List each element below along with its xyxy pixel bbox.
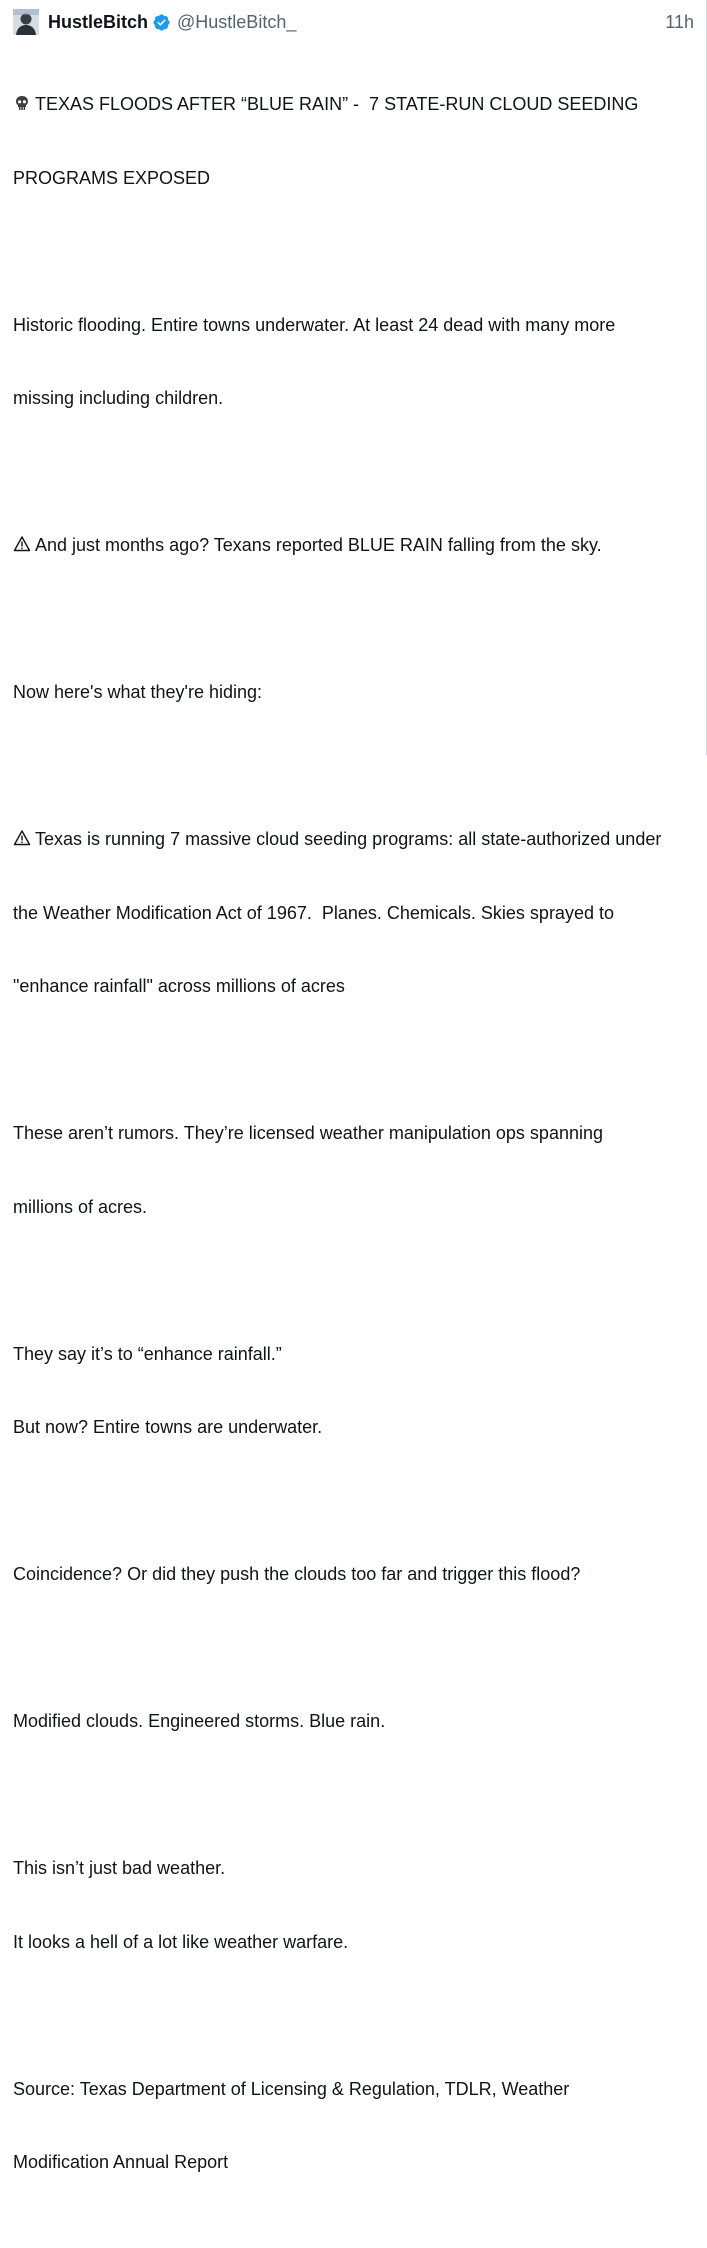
timestamp[interactable]: 11h — [665, 12, 694, 32]
paragraph-3 — [13, 631, 698, 754]
text-line: "enhance rainfall" across millions of acres — [13, 976, 345, 996]
tweet-header — [13, 8, 694, 36]
paragraph-7 — [13, 1513, 698, 1636]
paragraph-4 — [13, 778, 698, 1048]
text-line: missing including children. — [13, 388, 224, 408]
headline-line-2: PROGRAMS EXPOSED — [13, 167, 211, 188]
paragraph-9 — [13, 1807, 698, 2003]
paragraph-1 — [13, 264, 698, 460]
headline — [13, 43, 698, 239]
text-content: Texas is running 7 massive cloud seeding programs: all state-authorized under — [35, 829, 662, 849]
text-line: Coincidence? Or did they push the clouds too far and trigger this flood? — [13, 1564, 581, 1584]
headline-text-1: TEXAS FLOODS AFTER “BLUE RAIN” - 7 STATE-RUN CLOUD SEEDING — [35, 94, 639, 114]
text-line: Now here's what they're hiding: — [13, 682, 263, 702]
text-line: These aren’t rumors. They’re licensed weather manipulation ops spanning — [13, 1123, 603, 1143]
text-line: They say it’s to “enhance rainfall.” — [13, 1343, 282, 1364]
text-line — [13, 827, 698, 852]
skull-icon — [13, 94, 31, 112]
handle[interactable]: @HustleBitch_ — [177, 12, 297, 32]
paragraph-6 — [13, 1293, 698, 1489]
text-line: millions of acres. — [13, 1196, 148, 1217]
text-line: Source: Texas Department of Licensing & Regulation, TDLR, Weather — [13, 2078, 570, 2099]
text-line: It looks a hell of a lot like weather warfare. — [13, 1931, 349, 1952]
headline-line-1 — [13, 92, 698, 117]
paragraph-2 — [13, 484, 698, 607]
text-line — [13, 533, 698, 558]
text-line: But now? Entire towns are underwater. — [13, 1417, 323, 1437]
text-line: Modified clouds. Engineered storms. Blue rain. — [13, 1711, 386, 1731]
warning-icon — [13, 535, 31, 553]
paragraph-10 — [13, 2028, 698, 2224]
display-name[interactable]: HustleBitch — [48, 12, 149, 32]
text-line: Modification Annual Report — [13, 2152, 229, 2172]
paragraph-5 — [13, 1072, 698, 1268]
text-content: And just months ago? Texans reported BLUE RAIN falling from the sky. — [35, 535, 602, 555]
verified-badge-icon — [152, 13, 171, 32]
avatar[interactable] — [13, 9, 39, 35]
text-line: Historic flooding. Entire towns underwater. At least 24 dead with many more — [13, 314, 616, 335]
tweet-text — [13, 43, 698, 2248]
text-line: This isn’t just bad weather. — [13, 1858, 226, 1878]
text-line: the Weather Modification Act of 1967. Planes. Chemicals. Skies sprayed to — [13, 902, 614, 923]
paragraph-8 — [13, 1660, 698, 1783]
warning-icon — [13, 829, 31, 847]
